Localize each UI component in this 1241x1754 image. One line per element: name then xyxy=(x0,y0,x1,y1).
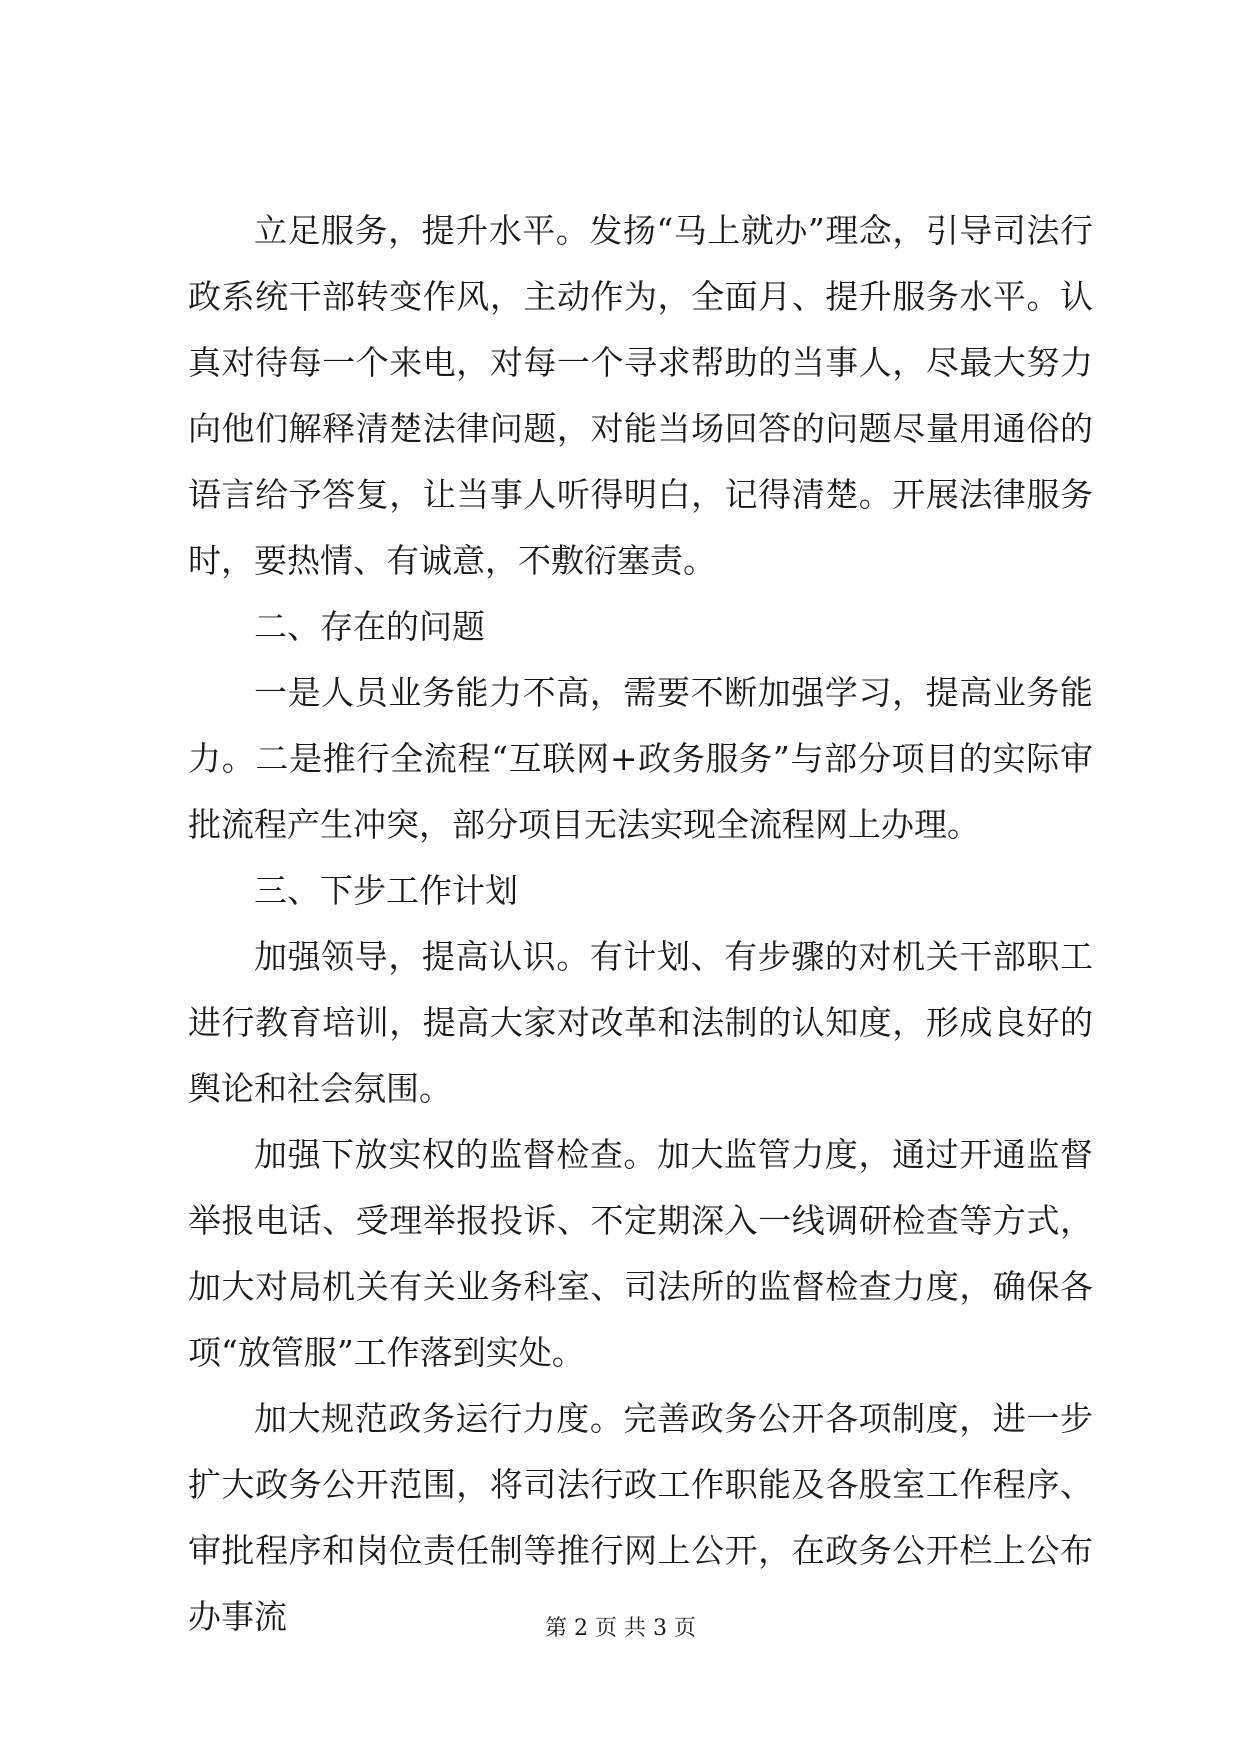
paragraph-supervision: 加强下放实权的监督检查。加大监管力度，通过开通监督举报电话、受理举报投诉、不定期深入一线调研检查等方式，加大对局机关有关业务科室、司法所的监督检查力度，确保各项“放管服”工作落到实处。 xyxy=(188,1135,1093,1372)
document-body xyxy=(188,198,1093,1650)
paragraph-problems: 一是人员业务能力不高，需要不断加强学习，提高业务能力。二是推行全流程“互联网+政务服务”与部分项目的实际审批流程产生冲突，部分项目无法实现全流程网上办理。 xyxy=(188,673,1093,844)
paragraph-leadership: 加强领导，提高认识。有计划、有步骤的对机关干部职工进行教育培训，提高大家对改革和法制的认知度，形成良好的舆论和社会氛围。 xyxy=(188,937,1093,1108)
paragraph-service: 立足服务，提升水平。发扬“马上就办”理念，引导司法行政系统干部转变作风，主动作为，全面月、提升服务水平。认真对待每一个来电，对每一个寻求帮助的当事人，尽最大努力向他们解释清楚法律问题，对能当场回答的问题尽量用通俗的语言给予答复，让当事人听得明白，记得清楚。开展法律服务时，要热情、有诚意，不敷衍塞责。 xyxy=(188,211,1093,580)
page-number-footer: 第 2 页 共 3 页 xyxy=(545,1616,696,1641)
heading-problems: 二、存在的问题 xyxy=(254,607,485,646)
heading-next-plan: 三、下步工作计划 xyxy=(254,871,518,910)
paragraph-government-affairs: 加大规范政务运行力度。完善政务公开各项制度，进一步扩大政务公开范围，将司法行政工作职能及各股室工作程序、审批程序和岗位责任制等推行网上公开，在政务公开栏上公布办事流 xyxy=(188,1399,1093,1636)
